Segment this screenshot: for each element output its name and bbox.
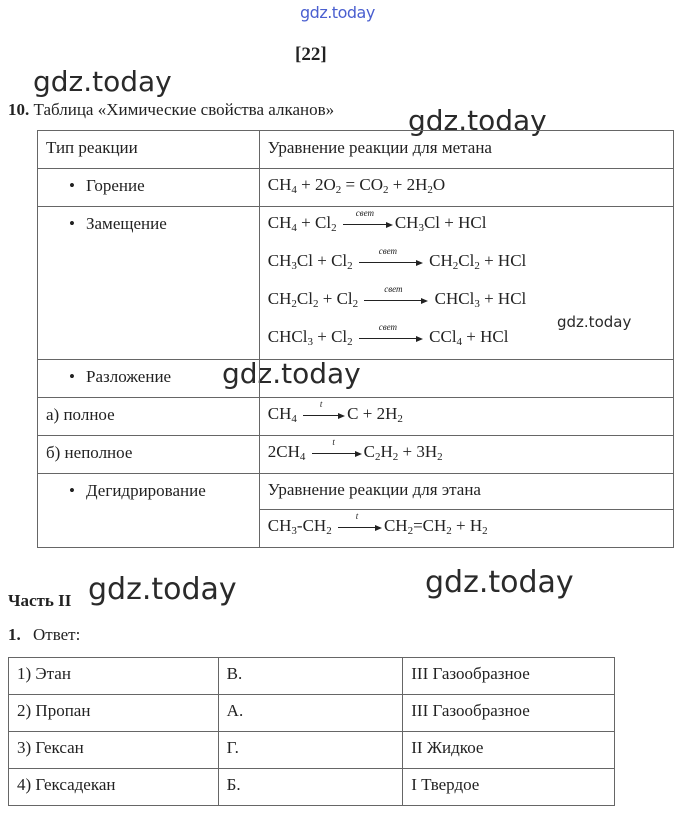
question-1 [8, 625, 80, 645]
reaction-type-full: а) полное [46, 405, 115, 424]
equation-substitution-4: CHCl$_3$ + $Cl_2$ свет CCl$_4$ + HCl [267, 322, 509, 348]
reaction-type-combustion: Горение [86, 176, 145, 195]
table-row [38, 474, 674, 510]
bullet: • [69, 367, 75, 386]
table-row [38, 169, 674, 207]
answer-cell: 2) Пропан [17, 701, 91, 720]
arrow-icon: t [303, 405, 345, 419]
arrow-icon: свет [359, 328, 423, 342]
answer-cell: 4) Гексадекан [17, 775, 116, 794]
arrow-icon: свет [364, 290, 428, 304]
answer-cell: Г. [226, 738, 239, 757]
arrow-icon: свет [343, 214, 393, 228]
answer-cell: А. [226, 701, 244, 720]
watermark: gdz.today [33, 65, 172, 98]
table-header-row [38, 131, 674, 169]
bullet: • [69, 481, 75, 500]
table-row [38, 398, 674, 436]
header-methane-equation: Уравнение реакции для метана [267, 138, 492, 157]
alkane-properties-table [37, 130, 674, 548]
reaction-type-decomposition: Разложение [86, 367, 172, 386]
answer-cell: 1) Этан [17, 664, 71, 683]
header-ethane-equation: Уравнение реакции для этана [267, 480, 481, 499]
answer-cell: III Газообразное [411, 701, 530, 720]
arrow-icon: t [338, 517, 382, 531]
page-number: [22] [295, 44, 327, 65]
reaction-type-partial: б) неполное [46, 443, 133, 462]
table-row [9, 732, 615, 769]
equation-substitution-2: $CH_3Cl + Cl_2$ свет $CH_2Cl_2$ + HCl [267, 246, 527, 272]
table-row [38, 207, 674, 360]
equation-partial-decomposition: $2CH_4$ t $C_2H_2 + 3H_2$ [267, 437, 443, 463]
table-row [9, 769, 615, 806]
header-reaction-type: Тип реакции [46, 138, 138, 157]
equation-combustion: $CH_4 + 2O_2 = CO_2 + 2H_2O$ [267, 175, 446, 196]
question-1-label: Ответ: [33, 625, 81, 644]
equation-dehydrogenation: $CH_3-CH_2$ t $CH_2=CH_2 + H_2$ [267, 511, 488, 537]
watermark: gdz.today [408, 104, 547, 137]
table-row [38, 360, 674, 398]
reaction-type-dehydrogenation: Дегидрирование [86, 481, 206, 500]
table-row [38, 436, 674, 474]
answer-cell: I Твердое [411, 775, 480, 794]
question-1-number: 1. [8, 625, 21, 644]
table-row [9, 658, 615, 695]
equation-substitution-3: $CH_2Cl_2 + Cl_2$ свет CHCl$_3$ + HCl [267, 284, 527, 310]
watermark: gdz.today [425, 565, 574, 600]
arrow-icon: t [312, 443, 362, 457]
task10-number: 10. [8, 100, 30, 119]
task10-title-text: Таблица «Химические свойства алканов» [33, 100, 335, 119]
answer-table [8, 657, 615, 806]
answer-cell: III Газообразное [411, 664, 530, 683]
bullet: • [69, 176, 75, 195]
answer-cell: Б. [226, 775, 241, 794]
watermark: gdz.today [557, 313, 632, 331]
equation-full-decomposition: $CH_4$ t $C + 2H_2$ [267, 399, 403, 425]
answer-cell: II Жидкое [411, 738, 484, 757]
answer-cell: В. [226, 664, 243, 683]
equation-substitution-1: $CH_4 + Cl_2$ свет $CH_3Cl$ + HCl [267, 208, 487, 234]
answer-cell: 3) Гексан [17, 738, 84, 757]
bullet: • [69, 214, 75, 233]
task10-title [8, 100, 334, 120]
arrow-icon: свет [359, 252, 423, 266]
part2-title: Часть II [8, 591, 72, 610]
table-row [9, 695, 615, 732]
watermark: gdz.today [88, 572, 237, 607]
watermark-top: gdz.today [300, 3, 375, 22]
reaction-type-substitution: Замещение [86, 214, 167, 233]
watermark: gdz.today [222, 357, 361, 390]
